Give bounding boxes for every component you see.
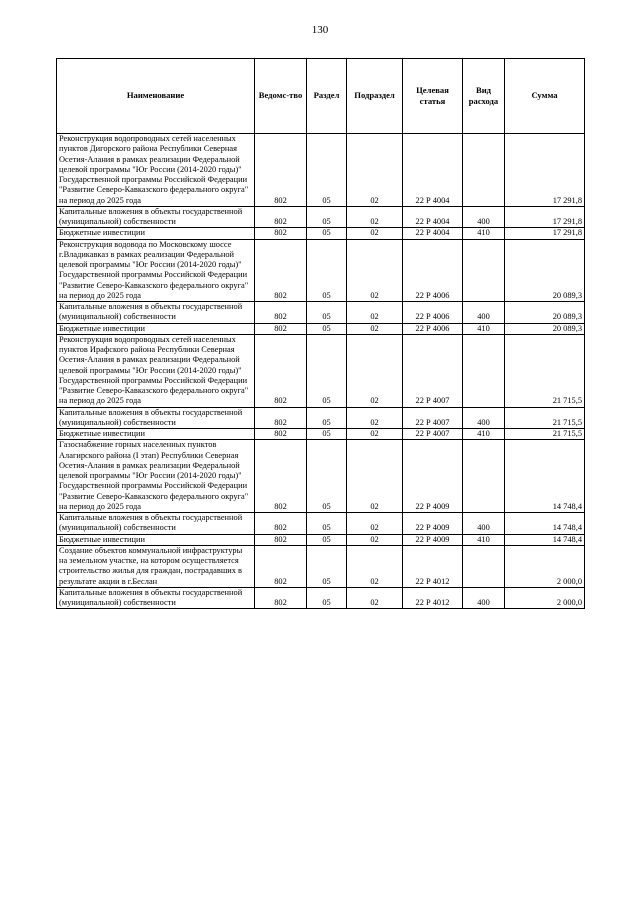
header-dept: Ведомс-тво	[255, 59, 307, 134]
row-sum: 2 000,0	[505, 587, 585, 609]
budget-table	[56, 58, 585, 609]
row-target: 22 Р 4007	[403, 407, 463, 429]
row-target: 22 Р 4006	[403, 239, 463, 302]
row-section: 05	[307, 429, 347, 440]
row-name: Создание объектов коммунальной инфраструктуры на земельном участке, на котором осуществляется строительство жилья для граждан, пострадавших в результате акции в г.Беслан	[57, 545, 255, 587]
row-exp-type: 400	[463, 587, 505, 609]
row-dept: 802	[255, 440, 307, 513]
row-sum: 21 715,5	[505, 334, 585, 407]
table-row	[57, 323, 585, 334]
row-section: 05	[307, 440, 347, 513]
row-sum: 14 748,4	[505, 440, 585, 513]
row-target: 22 Р 4007	[403, 429, 463, 440]
row-section: 05	[307, 239, 347, 302]
row-dept: 802	[255, 239, 307, 302]
row-dept: 802	[255, 134, 307, 207]
row-dept: 802	[255, 513, 307, 535]
row-target: 22 Р 4007	[403, 334, 463, 407]
row-sum: 21 715,5	[505, 429, 585, 440]
table-row	[57, 513, 585, 535]
table-row	[57, 440, 585, 513]
row-exp-type	[463, 239, 505, 302]
row-exp-type	[463, 440, 505, 513]
row-subsection: 02	[347, 407, 403, 429]
row-dept: 802	[255, 206, 307, 228]
row-subsection: 02	[347, 239, 403, 302]
row-name: Газоснабжение горных населенных пунктов Алагирского района (I этап) Республики Северная Осетия-Алания в рамках реализации Федеральной целевой программы "Юг России (2014-2020 годы)" Государственной программы Российской Федерации "Развитие Северо-Кавказского федерального округа" на период до 2025 года	[57, 440, 255, 513]
row-target: 22 Р 4009	[403, 440, 463, 513]
row-exp-type: 410	[463, 228, 505, 239]
table-row	[57, 429, 585, 440]
header-name: Наименование	[57, 59, 255, 134]
header-sum: Сумма	[505, 59, 585, 134]
header-exp-type: Вид расхода	[463, 59, 505, 134]
row-exp-type	[463, 545, 505, 587]
row-section: 05	[307, 206, 347, 228]
row-dept: 802	[255, 429, 307, 440]
row-subsection: 02	[347, 334, 403, 407]
table-row	[57, 228, 585, 239]
row-exp-type: 400	[463, 206, 505, 228]
row-sum: 20 089,3	[505, 239, 585, 302]
row-name: Бюджетные инвестиции	[57, 228, 255, 239]
row-dept: 802	[255, 323, 307, 334]
row-sum: 17 291,8	[505, 206, 585, 228]
row-section: 05	[307, 545, 347, 587]
row-subsection: 02	[347, 513, 403, 535]
row-target: 22 Р 4004	[403, 206, 463, 228]
row-sum: 20 089,3	[505, 323, 585, 334]
row-section: 05	[307, 228, 347, 239]
row-name: Капитальные вложения в объекты государственной (муниципальной) собственности	[57, 302, 255, 324]
row-subsection: 02	[347, 228, 403, 239]
header-section: Раздел	[307, 59, 347, 134]
row-exp-type: 400	[463, 513, 505, 535]
row-sum: 17 291,8	[505, 228, 585, 239]
row-exp-type	[463, 334, 505, 407]
header-subsection: Подраздел	[347, 59, 403, 134]
row-target: 22 Р 4012	[403, 545, 463, 587]
row-exp-type	[463, 134, 505, 207]
row-sum: 21 715,5	[505, 407, 585, 429]
row-target: 22 Р 4006	[403, 323, 463, 334]
row-target: 22 Р 4004	[403, 134, 463, 207]
row-exp-type: 400	[463, 407, 505, 429]
row-section: 05	[307, 134, 347, 207]
page-number: 130	[311, 24, 329, 36]
row-sum: 20 089,3	[505, 302, 585, 324]
table-row	[57, 239, 585, 302]
row-subsection: 02	[347, 534, 403, 545]
row-sum: 14 748,4	[505, 534, 585, 545]
row-subsection: 02	[347, 206, 403, 228]
row-subsection: 02	[347, 323, 403, 334]
row-target: 22 Р 4009	[403, 534, 463, 545]
row-subsection: 02	[347, 587, 403, 609]
row-target: 22 Р 4006	[403, 302, 463, 324]
row-subsection: 02	[347, 545, 403, 587]
table-row	[57, 545, 585, 587]
row-target: 22 Р 4009	[403, 513, 463, 535]
row-sum: 17 291,8	[505, 134, 585, 207]
row-name: Капитальные вложения в объекты государственной (муниципальной) собственности	[57, 407, 255, 429]
table-row	[57, 587, 585, 609]
row-dept: 802	[255, 545, 307, 587]
row-subsection: 02	[347, 302, 403, 324]
row-name: Бюджетные инвестиции	[57, 429, 255, 440]
table-header-row	[57, 59, 585, 134]
row-target: 22 Р 4012	[403, 587, 463, 609]
header-target: Целевая статья	[403, 59, 463, 134]
table-row	[57, 334, 585, 407]
table-row	[57, 206, 585, 228]
row-exp-type: 410	[463, 429, 505, 440]
row-exp-type: 410	[463, 323, 505, 334]
row-dept: 802	[255, 587, 307, 609]
row-subsection: 02	[347, 134, 403, 207]
row-target: 22 Р 4004	[403, 228, 463, 239]
table-row	[57, 407, 585, 429]
table-row	[57, 302, 585, 324]
row-subsection: 02	[347, 440, 403, 513]
row-section: 05	[307, 323, 347, 334]
row-subsection: 02	[347, 429, 403, 440]
row-dept: 802	[255, 334, 307, 407]
row-name: Капитальные вложения в объекты государственной (муниципальной) собственности	[57, 513, 255, 535]
row-name: Реконструкция водопроводных сетей населенных пунктов Ирафского района Республики Северная Осетия-Алания в рамках реализации Федеральной целевой программы "Юг России (2014-2020 годы)" Государственной программы Российской Федерации "Развитие Северо-Кавказского федерального округа" на период до 2025 года	[57, 334, 255, 407]
row-section: 05	[307, 302, 347, 324]
row-section: 05	[307, 407, 347, 429]
row-name: Бюджетные инвестиции	[57, 534, 255, 545]
row-name: Капитальные вложения в объекты государственной (муниципальной) собственности	[57, 206, 255, 228]
row-name: Реконструкция водовода по Московскому шоссе г.Владикавказ в рамках реализации Федеральной целевой программы "Юг России (2014-2020 годы)" Государственной программы Российской Федерации "Развитие Северо-Кавказского федерального округа" на период до 2025 года	[57, 239, 255, 302]
row-sum: 2 000,0	[505, 545, 585, 587]
row-sum: 14 748,4	[505, 513, 585, 535]
row-exp-type: 400	[463, 302, 505, 324]
row-dept: 802	[255, 228, 307, 239]
row-name: Капитальные вложения в объекты государственной (муниципальной) собственности	[57, 587, 255, 609]
row-section: 05	[307, 587, 347, 609]
row-name: Бюджетные инвестиции	[57, 323, 255, 334]
row-exp-type: 410	[463, 534, 505, 545]
row-section: 05	[307, 534, 347, 545]
table-row	[57, 534, 585, 545]
row-section: 05	[307, 334, 347, 407]
row-section: 05	[307, 513, 347, 535]
row-dept: 802	[255, 302, 307, 324]
row-dept: 802	[255, 534, 307, 545]
row-name: Реконструкция водопроводных сетей населенных пунктов Дигорского района Республики Северная Осетия-Алания в рамках реализации Федеральной целевой программы "Юг России (2014-2020 годы)" Государственной программы Российской Федерации "Развитие Северо-Кавказского федерального округа" на период до 2025 года	[57, 134, 255, 207]
table-row	[57, 134, 585, 207]
row-dept: 802	[255, 407, 307, 429]
